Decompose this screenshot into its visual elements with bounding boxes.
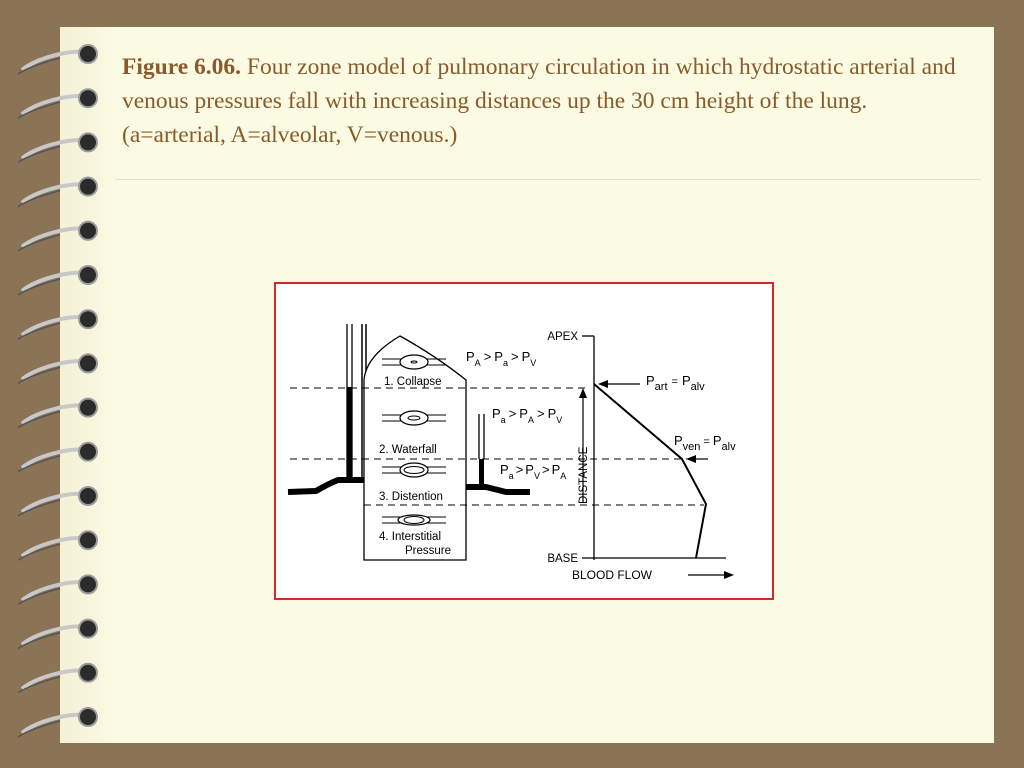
- left-vessel-outline: [288, 324, 366, 490]
- relation-zone-3: [500, 462, 566, 481]
- binding-hole: [79, 310, 97, 328]
- binding-hole: [79, 222, 97, 240]
- blood-flow-arrow-head: [724, 571, 734, 579]
- binding-hole: [79, 266, 97, 284]
- apex-label: APEX: [547, 331, 578, 343]
- binding-hole: [79, 487, 97, 505]
- figure-caption: [122, 50, 972, 152]
- binding-hole: [79, 133, 97, 151]
- right-ground-line: [464, 487, 530, 492]
- base-label: BASE: [547, 553, 578, 565]
- svg-text:Pa>PV>PA: $P_a > P_V > P_A$: [500, 462, 567, 481]
- binding-hole: [79, 89, 97, 107]
- svg-text:Pa>PA>PV: $P_a > P_A > P_V$: [492, 406, 563, 425]
- binding-hole: [79, 178, 97, 196]
- four-zone-diagram: [276, 284, 772, 598]
- binding-hole: [79, 443, 97, 461]
- relation-zone-2: [492, 406, 562, 425]
- left-ground-line: [288, 480, 364, 492]
- binding-hole: [79, 45, 97, 63]
- zone-4-label-line2: Pressure: [404, 545, 452, 557]
- art-arrow-head: [598, 380, 608, 388]
- alveolus-shape: [400, 355, 428, 369]
- blood-flow-curve: [594, 384, 706, 558]
- binding-hole: [79, 399, 97, 417]
- binding-hole: [79, 575, 97, 593]
- caption-text: Four zone model of pulmonary circulation in which hydrostatic arterial and venous pressures fall with increasing distances up the 30 cm height of the lung. (a=arterial, A=alveolar, V=venous.): [122, 54, 956, 148]
- blood-flow-label: BLOOD FLOW: [572, 568, 653, 582]
- ven-arrow-head: [686, 455, 696, 463]
- left-reservoir-level: [347, 387, 352, 480]
- figure-label: Figure 6.06.: [122, 54, 242, 80]
- zone-4-label: 4. Interstitial: [379, 531, 441, 543]
- spiral-binding: [0, 0, 120, 768]
- binding-hole: [79, 354, 97, 372]
- binding-hole: [79, 708, 97, 726]
- relation-zone-1: [466, 349, 536, 368]
- binding-hole: [79, 531, 97, 549]
- zone-3-label: 3. Distention: [379, 491, 443, 503]
- svg-text:PA>Pa>PV: $P_A > P_a > P_V$: [466, 349, 537, 368]
- caption-divider: [115, 179, 981, 180]
- art-equation: $P_{art}$ = $P_{alv}$: [646, 373, 705, 393]
- zone-1-label: 1. Collapse: [384, 376, 442, 388]
- right-reservoir-level: [479, 459, 484, 487]
- distance-arrow-head: [579, 388, 587, 398]
- diagram-frame: [274, 282, 774, 600]
- zone-2-label: 2. Waterfall: [379, 444, 437, 456]
- distance-label: DISTANCE: [578, 446, 590, 504]
- binding-hole: [79, 664, 97, 682]
- binding-hole: [79, 620, 97, 638]
- alveolus-shape: [400, 411, 428, 425]
- ven-equation: $P_{ven}$ = $P_{alv}$: [674, 433, 736, 453]
